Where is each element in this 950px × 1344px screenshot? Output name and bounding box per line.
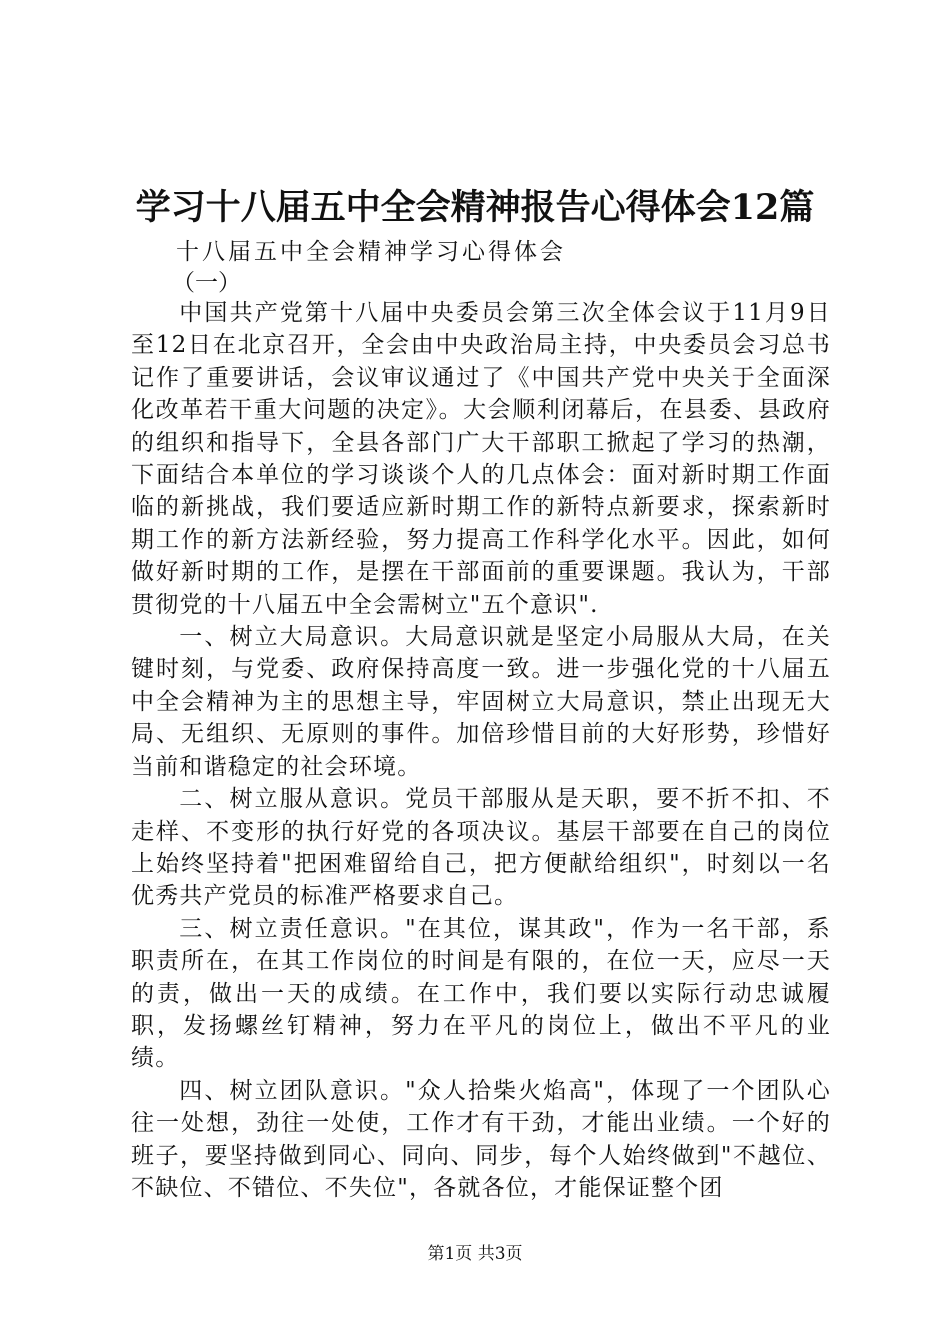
- paragraph-teamwork: 四、树立团队意识。"众人拾柴火焰高"，体现了一个团队心往一处想，劲往一处使，工作才有干劲，才能出业绩。一个好的班子，要坚持做到同心、同向、同步，每个人始终做到"不越位、不缺位、不错位、不失位"，各就各位，才能保证整个团: [131, 1077, 831, 1201]
- paragraph-obedience: 二、树立服从意识。党员干部服从是天职，要不折不扣、不走样、不变形的执行好党的各项决议。基层干部要在自己的岗位上始终坚持着"把困难留给自己，把方便献给组织"，时刻以一名优秀共产党员的标准严格要求自己。: [131, 786, 831, 910]
- section-number: （一）: [172, 270, 241, 296]
- page-footer: 第1页 共3页: [427, 1244, 523, 1264]
- paragraph-big-picture: 一、树立大局意识。大局意识就是坚定小局服从大局，在关键时刻，与党委、政府保持高度一致。进一步强化党的十八届五中全会精神为主的思想主导，牢固树立大局意识，禁止出现无大局、无组织、无原则的事件。加倍珍惜目前的大好形势，珍惜好当前和谐稳定的社会环境。: [131, 624, 831, 780]
- document-subtitle: 十八届五中全会精神学习心得体会: [176, 239, 566, 265]
- document-body: [131, 297, 831, 1204]
- document-title: 学习十八届五中全会精神报告心得体会12篇: [135, 187, 815, 228]
- paragraph-intro: 中国共产党第十八届中央委员会第三次全体会议于11月9日至12日在北京召开，全会由中央政治局主持，中央委员会习总书记作了重要讲话，会议审议通过了《中国共产党中央关于全面深化改革若干重大问题的决定》。大会顺利闭幕后，在县委、县政府的组织和指导下，全县各部门广大干部职工掀起了学习的热潮，下面结合本单位的学习谈谈个人的几点体会：面对新时期工作面临的新挑战，我们要适应新时期工作的新特点新要求，探索新时期工作的新方法新经验，努力提高工作科学化水平。因此，如何做好新时期的工作，是摆在干部面前的重要课题。我认为，干部贯彻党的十八届五中全会需树立"五个意识".: [131, 300, 831, 618]
- paragraph-responsibility: 三、树立责任意识。"在其位，谋其政"，作为一名干部，系职责所在，在其工作岗位的时间是有限的，在位一天，应尽一天的责，做出一天的成绩。在工作中，我们要以实际行动忠诚履职，发扬螺丝钉精神，努力在平凡的岗位上，做出不平凡的业绩。: [131, 915, 831, 1072]
